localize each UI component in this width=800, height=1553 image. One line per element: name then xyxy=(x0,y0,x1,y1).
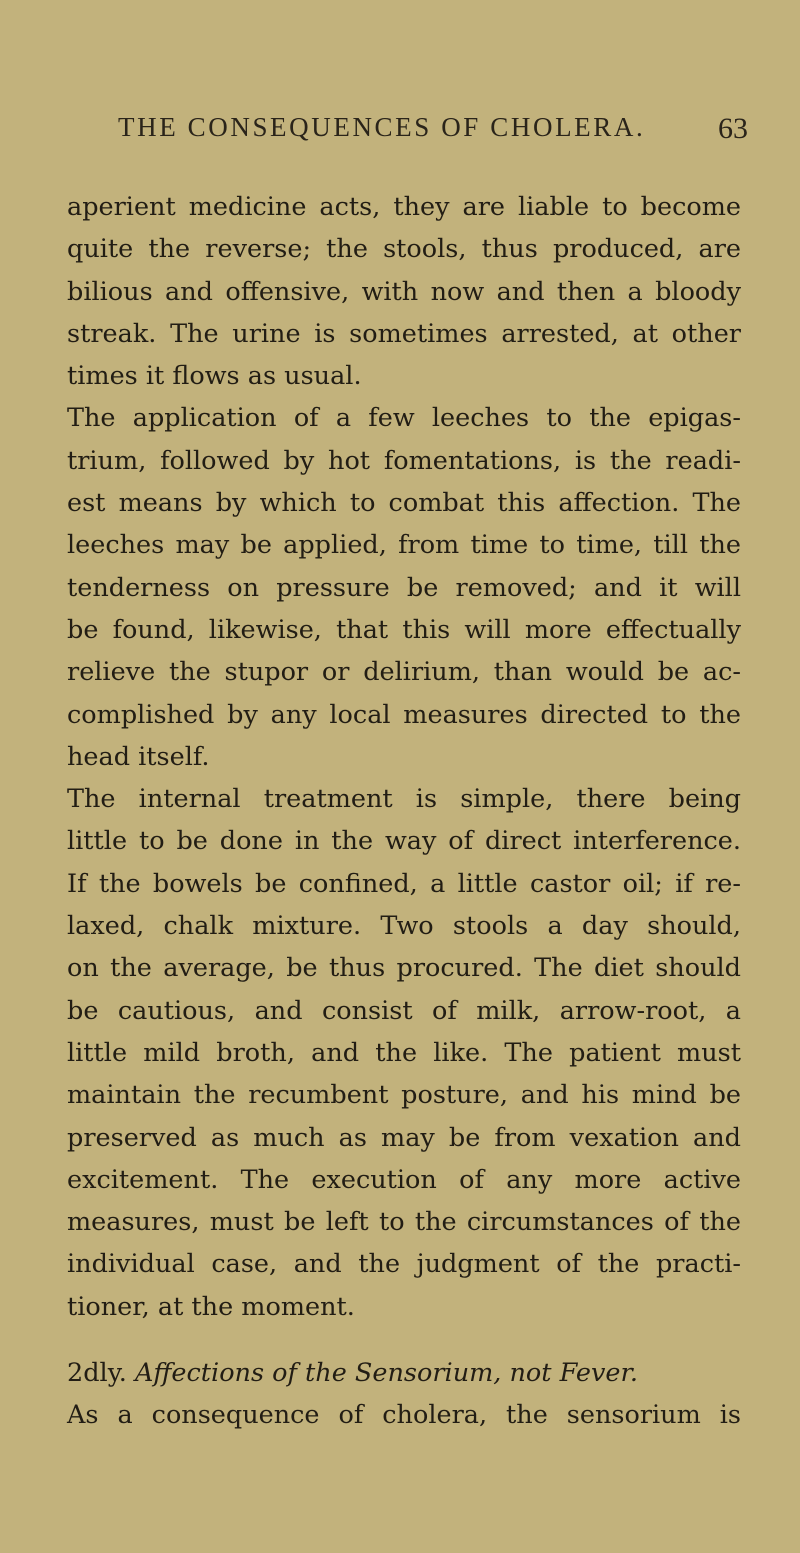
running-head xyxy=(118,112,748,152)
text-line: streak. The urine is sometimes arrested, at other xyxy=(67,318,741,349)
text-line: measures, must be left to the circumstances of the xyxy=(67,1207,741,1238)
text-line: aperient medicine acts, they are liable to become xyxy=(67,192,741,222)
text-line: tenderness on pressure be removed; and it will xyxy=(67,572,741,603)
text-line: trium, followed by hot fomentations, is the readi- xyxy=(67,445,741,476)
text-line: little to be done in the way of direct interference. xyxy=(67,826,741,857)
text-line: preserved as much as may be from vexation and xyxy=(67,1122,741,1153)
body-text xyxy=(67,186,741,1437)
text-line: tioner, at the moment. xyxy=(67,1291,355,1322)
section-spacer xyxy=(67,1328,741,1352)
text-line: complished by any local measures directed to the xyxy=(67,699,741,730)
section-title: Affections of the Sensorium, not Fever. xyxy=(134,1358,639,1389)
running-title: THE CONSEQUENCES OF CHOLERA. xyxy=(118,112,646,142)
text-line: leeches may be applied, from time to time, till the xyxy=(67,530,741,561)
text-line: quite the reverse; the stools, thus produced, are xyxy=(67,234,741,265)
text-line: be cautious, and consist of milk, arrow-root, a xyxy=(67,995,741,1026)
text-line: If the bowels be confined, a little castor oil; if re- xyxy=(67,868,741,899)
text-line: on the average, be thus procured. The diet should xyxy=(67,953,741,984)
text-line: est means by which to combat this affection. The xyxy=(67,488,741,519)
text-line: head itself. xyxy=(67,741,210,772)
text-line: relieve the stupor or delirium, than would be ac- xyxy=(67,657,741,688)
page-number: 63 xyxy=(718,112,748,145)
text-line: bilious and offensive, with now and then a bloody xyxy=(67,276,741,307)
text-line: excitement. The execution of any more active xyxy=(67,1164,741,1195)
text-line: maintain the recumbent posture, and his mind be xyxy=(67,1080,741,1111)
text-line: laxed, chalk mixture. Two stools a day should, xyxy=(67,911,741,942)
section-number: 2dly. xyxy=(67,1358,127,1389)
text-line: little mild broth, and the like. The patient must xyxy=(67,1037,741,1068)
text-line: individual case, and the judgment of the practi- xyxy=(67,1249,741,1280)
text-line: be found, likewise, that this will more effectually xyxy=(67,614,741,645)
text-line: The application of a few leeches to the epigas- xyxy=(67,403,741,434)
text-line: As a consequence of cholera, the sensorium is xyxy=(67,1400,741,1431)
text-line: The internal treatment is simple, there being xyxy=(67,784,741,815)
section-heading xyxy=(67,1352,741,1394)
text-line: times it flows as usual. xyxy=(67,361,362,392)
